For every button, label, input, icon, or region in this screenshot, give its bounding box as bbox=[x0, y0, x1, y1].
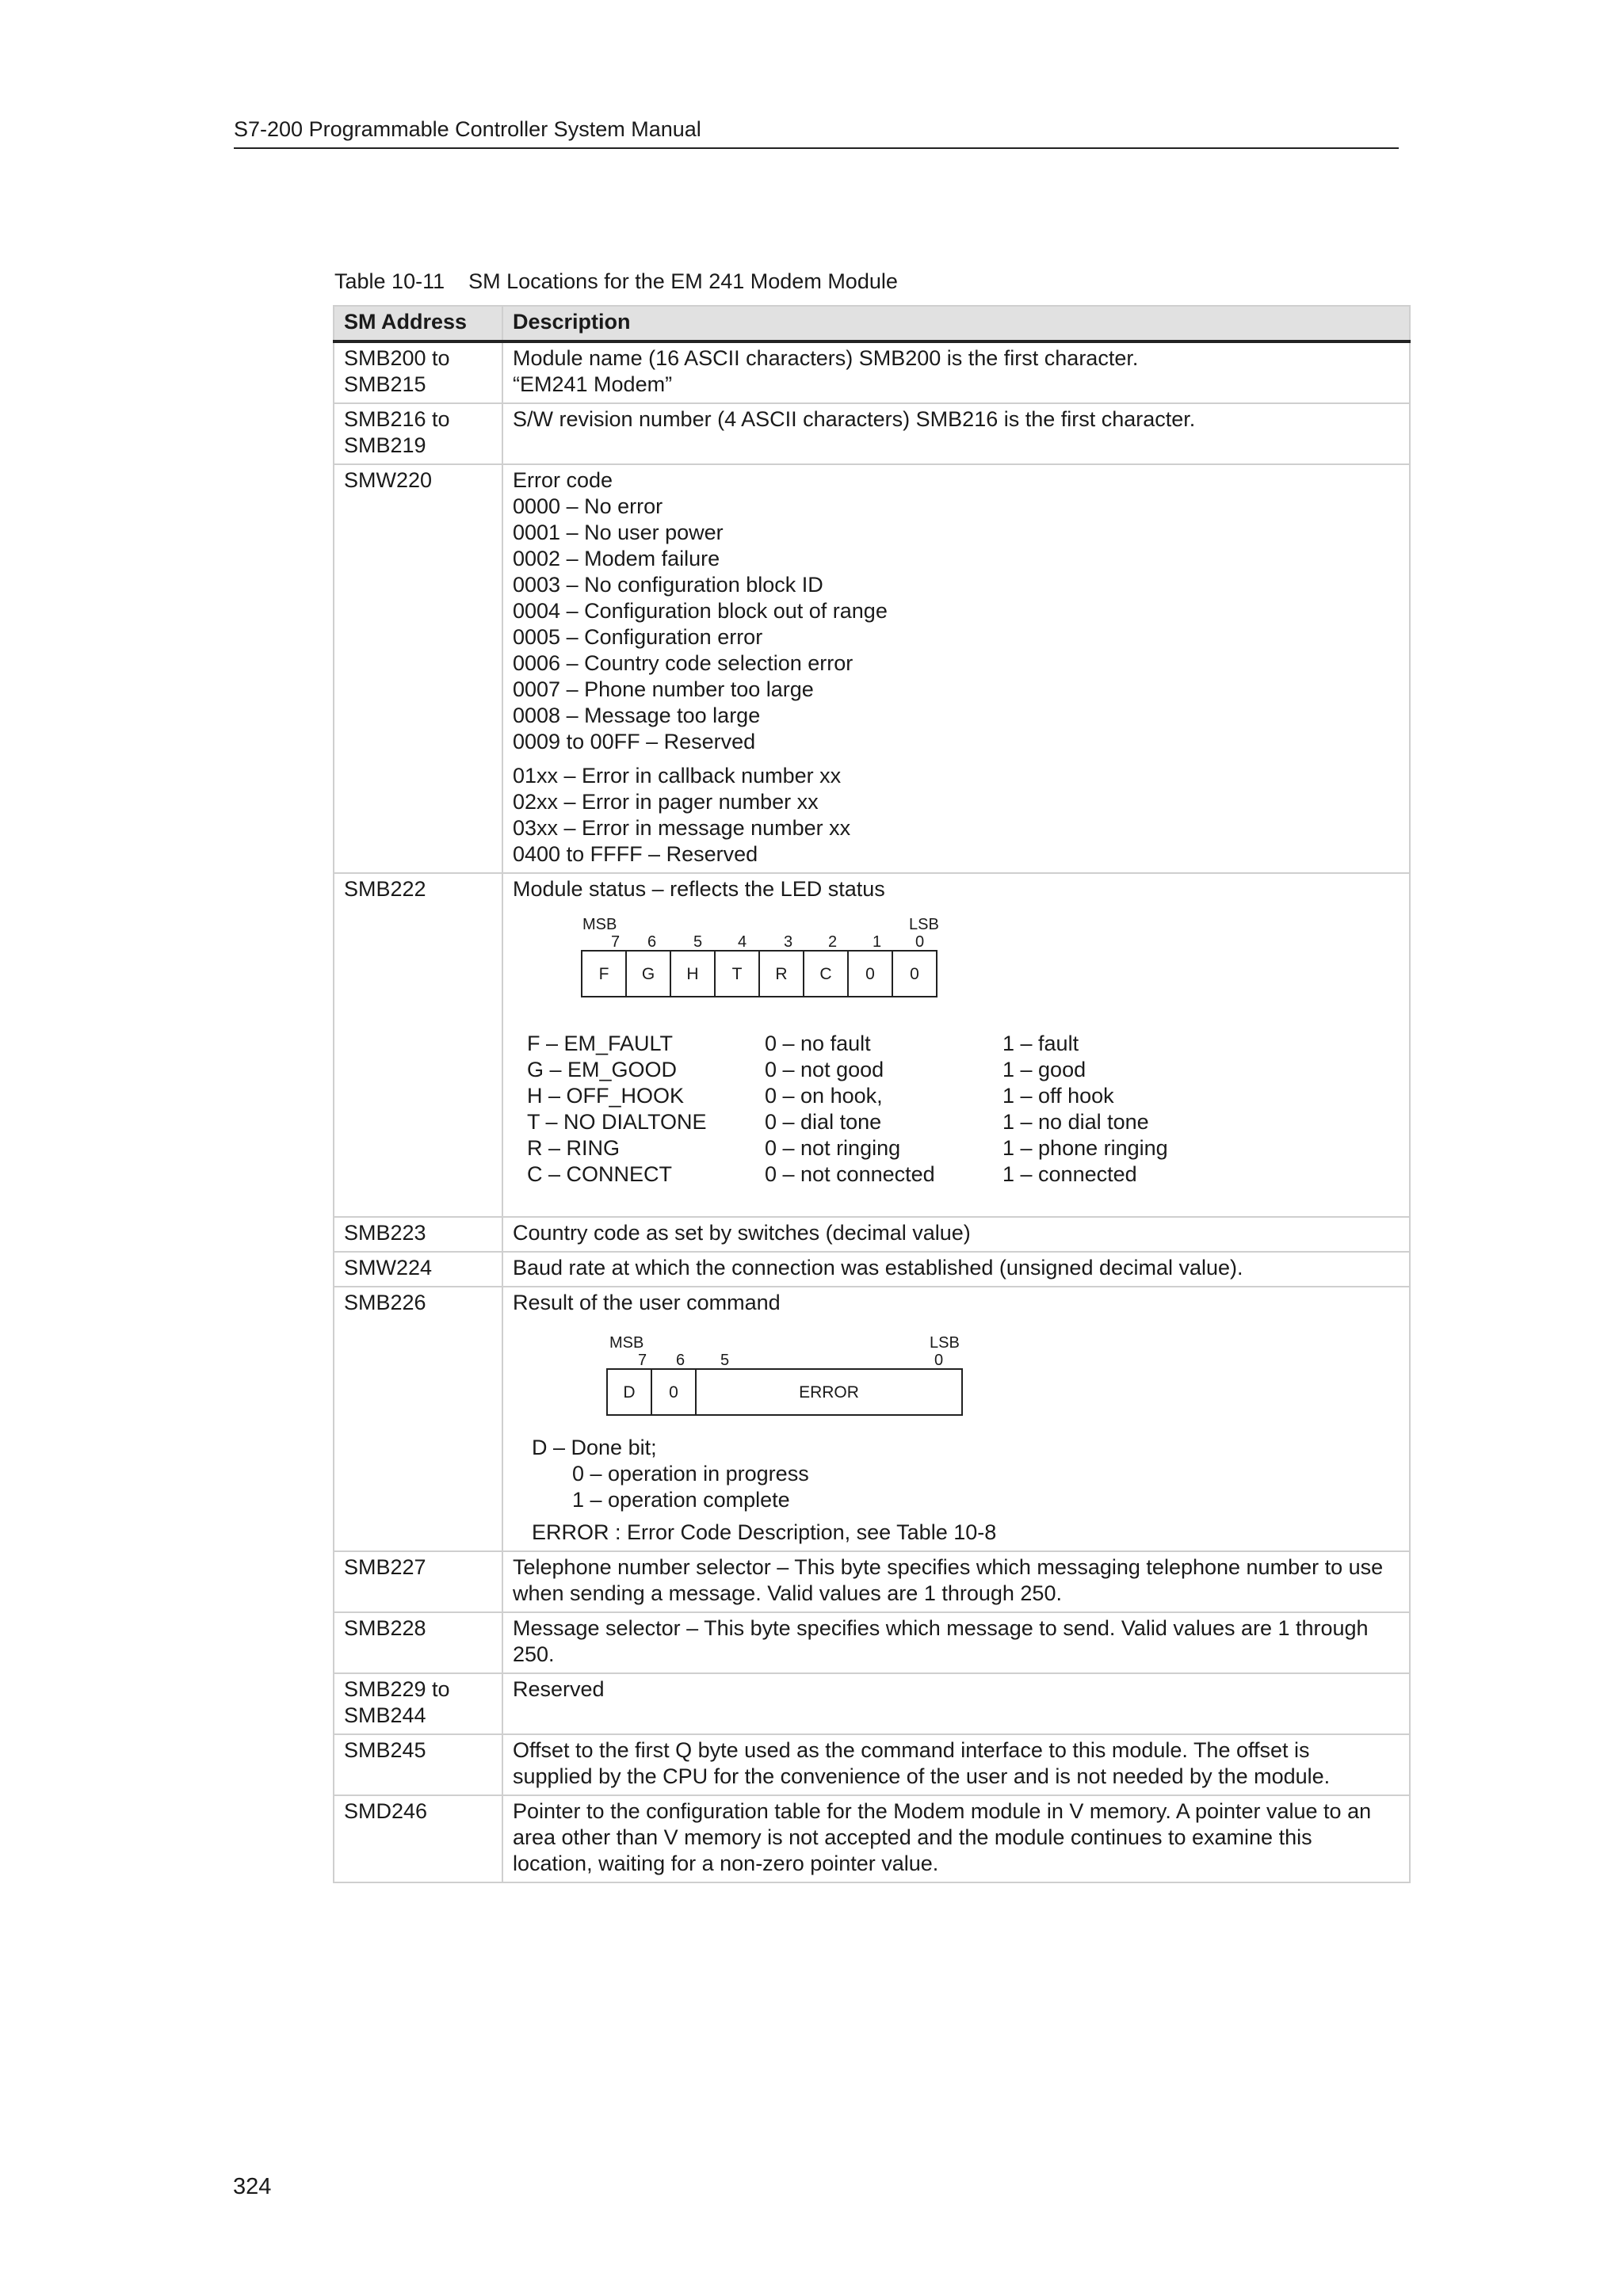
table-row bbox=[334, 1734, 1410, 1795]
bit-cell: 0 bbox=[849, 952, 893, 996]
table-row bbox=[334, 1217, 1410, 1252]
bit-cell: F bbox=[582, 952, 627, 996]
bit-cell: T bbox=[716, 952, 760, 996]
sm-address: SMW220 bbox=[334, 464, 502, 873]
table-row bbox=[334, 1287, 1410, 1551]
bit-number: 3 bbox=[784, 933, 793, 951]
table-row bbox=[334, 464, 1410, 873]
bit-number: 6 bbox=[647, 933, 657, 951]
header-title: S7-200 Programmable Controller System Manual bbox=[234, 117, 701, 141]
bit-number: 4 bbox=[738, 933, 747, 951]
column-header-description: Description bbox=[502, 306, 1410, 341]
sm-address: SMB226 bbox=[334, 1287, 502, 1551]
bit-cell: H bbox=[671, 952, 716, 996]
bit-number: 0 bbox=[934, 1352, 944, 1369]
table-header-row bbox=[334, 306, 1410, 341]
table-row bbox=[334, 1551, 1410, 1612]
module-status-bit-diagram bbox=[513, 902, 1400, 997]
description: S/W revision number (4 ASCII characters) SMB216 is the first character. bbox=[502, 403, 1410, 464]
table-row bbox=[334, 403, 1410, 464]
bit-number: 5 bbox=[693, 933, 703, 951]
table-row bbox=[334, 873, 1410, 1217]
sm-address: SMB229 to SMB244 bbox=[334, 1673, 502, 1734]
lsb-label: LSB bbox=[909, 916, 939, 933]
bit-cell: C bbox=[804, 952, 849, 996]
bit-cell: 0 bbox=[910, 964, 919, 983]
description: Telephone number selector – This byte specifies which messaging telephone number to use when sending a message. Valid values are 1 through 250. bbox=[502, 1551, 1410, 1612]
description: Offset to the first Q byte used as the command interface to this module. The offset is supplied by the CPU for the convenience of the user and is not needed by the module. bbox=[502, 1734, 1410, 1795]
sm-address: SMD246 bbox=[334, 1795, 502, 1882]
bit-cell: ERROR bbox=[799, 1383, 859, 1402]
description: Baud rate at which the connection was established (unsigned decimal value). bbox=[502, 1252, 1410, 1287]
lsb-label: LSB bbox=[930, 1334, 960, 1352]
result-byte-box bbox=[606, 1368, 963, 1416]
bit-cell: D bbox=[608, 1370, 652, 1414]
table-caption: Table 10-11 SM Locations for the EM 241 Modem Module bbox=[334, 269, 898, 293]
table-row bbox=[334, 1612, 1410, 1673]
bit-number: 7 bbox=[638, 1352, 647, 1369]
description: Message selector – This byte specifies which message to send. Valid values are 1 through 250. bbox=[502, 1612, 1410, 1673]
bit-number: 1 bbox=[873, 933, 882, 951]
msb-label: MSB bbox=[609, 1334, 644, 1352]
table-row bbox=[334, 341, 1410, 403]
table-row bbox=[334, 1795, 1410, 1882]
bit-cell: 0 bbox=[652, 1370, 697, 1414]
sm-address: SMW224 bbox=[334, 1252, 502, 1287]
sm-address: SMB245 bbox=[334, 1734, 502, 1795]
sm-address: SMB216 to SMB219 bbox=[334, 403, 502, 464]
description: Module status – reflects the LED status MSB LSB 7 6 5 4 3 2 1 0 F G H T R C 0 0 F – EM_FAULT 0 – no fault 1 – fault G – EM_GOOD 0 – not good 1 – good H – OFF_HOOK 0 – on hook, 1 – off hook T – NO DIALTONE 0 – dial tone 1 – no dial tone R – RING 0 – not ringing 1 – phone ringing C – CONNECT 0 – not connected 1 – connected bbox=[502, 873, 1410, 1217]
sm-address: SMB223 bbox=[334, 1217, 502, 1252]
sm-address: SMB222 bbox=[334, 873, 502, 1217]
description: Pointer to the configuration table for the Modem module in V memory. A pointer value to an area other than V memory is not accepted and the module continues to examine this location, waiting for a non-zero pointer value. bbox=[502, 1795, 1410, 1882]
page-number: 324 bbox=[233, 2174, 272, 2199]
table-row bbox=[334, 1673, 1410, 1734]
bit-number: 0 bbox=[915, 933, 925, 951]
description: Module name (16 ASCII characters) SMB200 is the first character. “EM241 Modem” bbox=[502, 341, 1410, 403]
msb-label: MSB bbox=[582, 916, 617, 933]
status-byte-box bbox=[581, 950, 938, 997]
user-command-bit-diagram bbox=[513, 1330, 1400, 1435]
description: Result of the user command MSB LSB 7 6 5 0 D 0 ERROR D – Done bit; 0 – operation in progress 1 – operation complete ERROR : Error Code Description, see Table 10-8 bbox=[502, 1287, 1410, 1551]
bit-cell: G bbox=[627, 952, 671, 996]
sm-locations-table bbox=[333, 305, 1411, 1883]
page-header bbox=[234, 117, 1399, 149]
column-header-sm-address: SM Address bbox=[334, 306, 502, 341]
status-legend: F – EM_FAULT 0 – no fault 1 – fault G – EM_GOOD 0 – not good 1 – good H – OFF_HOOK 0 – on hook, 1 – off hook T – NO DIALTONE 0 – dial tone 1 – no dial tone R – RING 0 – not ringing 1 – phone ringing C – CONNECT 0 – not connected 1 – connected bbox=[527, 1032, 1168, 1186]
bit-number: 6 bbox=[676, 1352, 685, 1369]
bit-number: 5 bbox=[720, 1352, 730, 1369]
bit-cell: R bbox=[760, 952, 804, 996]
sm-address: SMB228 bbox=[334, 1612, 502, 1673]
bit-number: 7 bbox=[611, 933, 621, 951]
description: Country code as set by switches (decimal value) bbox=[502, 1217, 1410, 1252]
description: Reserved bbox=[502, 1673, 1410, 1734]
description: Error code 0000 – No error 0001 – No user power 0002 – Modem failure 0003 – No configuration block ID 0004 – Configuration block out of range 0005 – Configuration error 0006 – Country code selection error 0007 – Phone number too large 0008 – Message too large 0009 to 00FF – Reserved 01xx – Error in callback number xx 02xx – Error in pager number xx 03xx – Error in message number xx 0400 to FFFF – Reserved bbox=[502, 464, 1410, 873]
table-row bbox=[334, 1252, 1410, 1287]
sm-address: SMB227 bbox=[334, 1551, 502, 1612]
bit-number: 2 bbox=[828, 933, 838, 951]
sm-address: SMB200 to SMB215 bbox=[334, 341, 502, 403]
